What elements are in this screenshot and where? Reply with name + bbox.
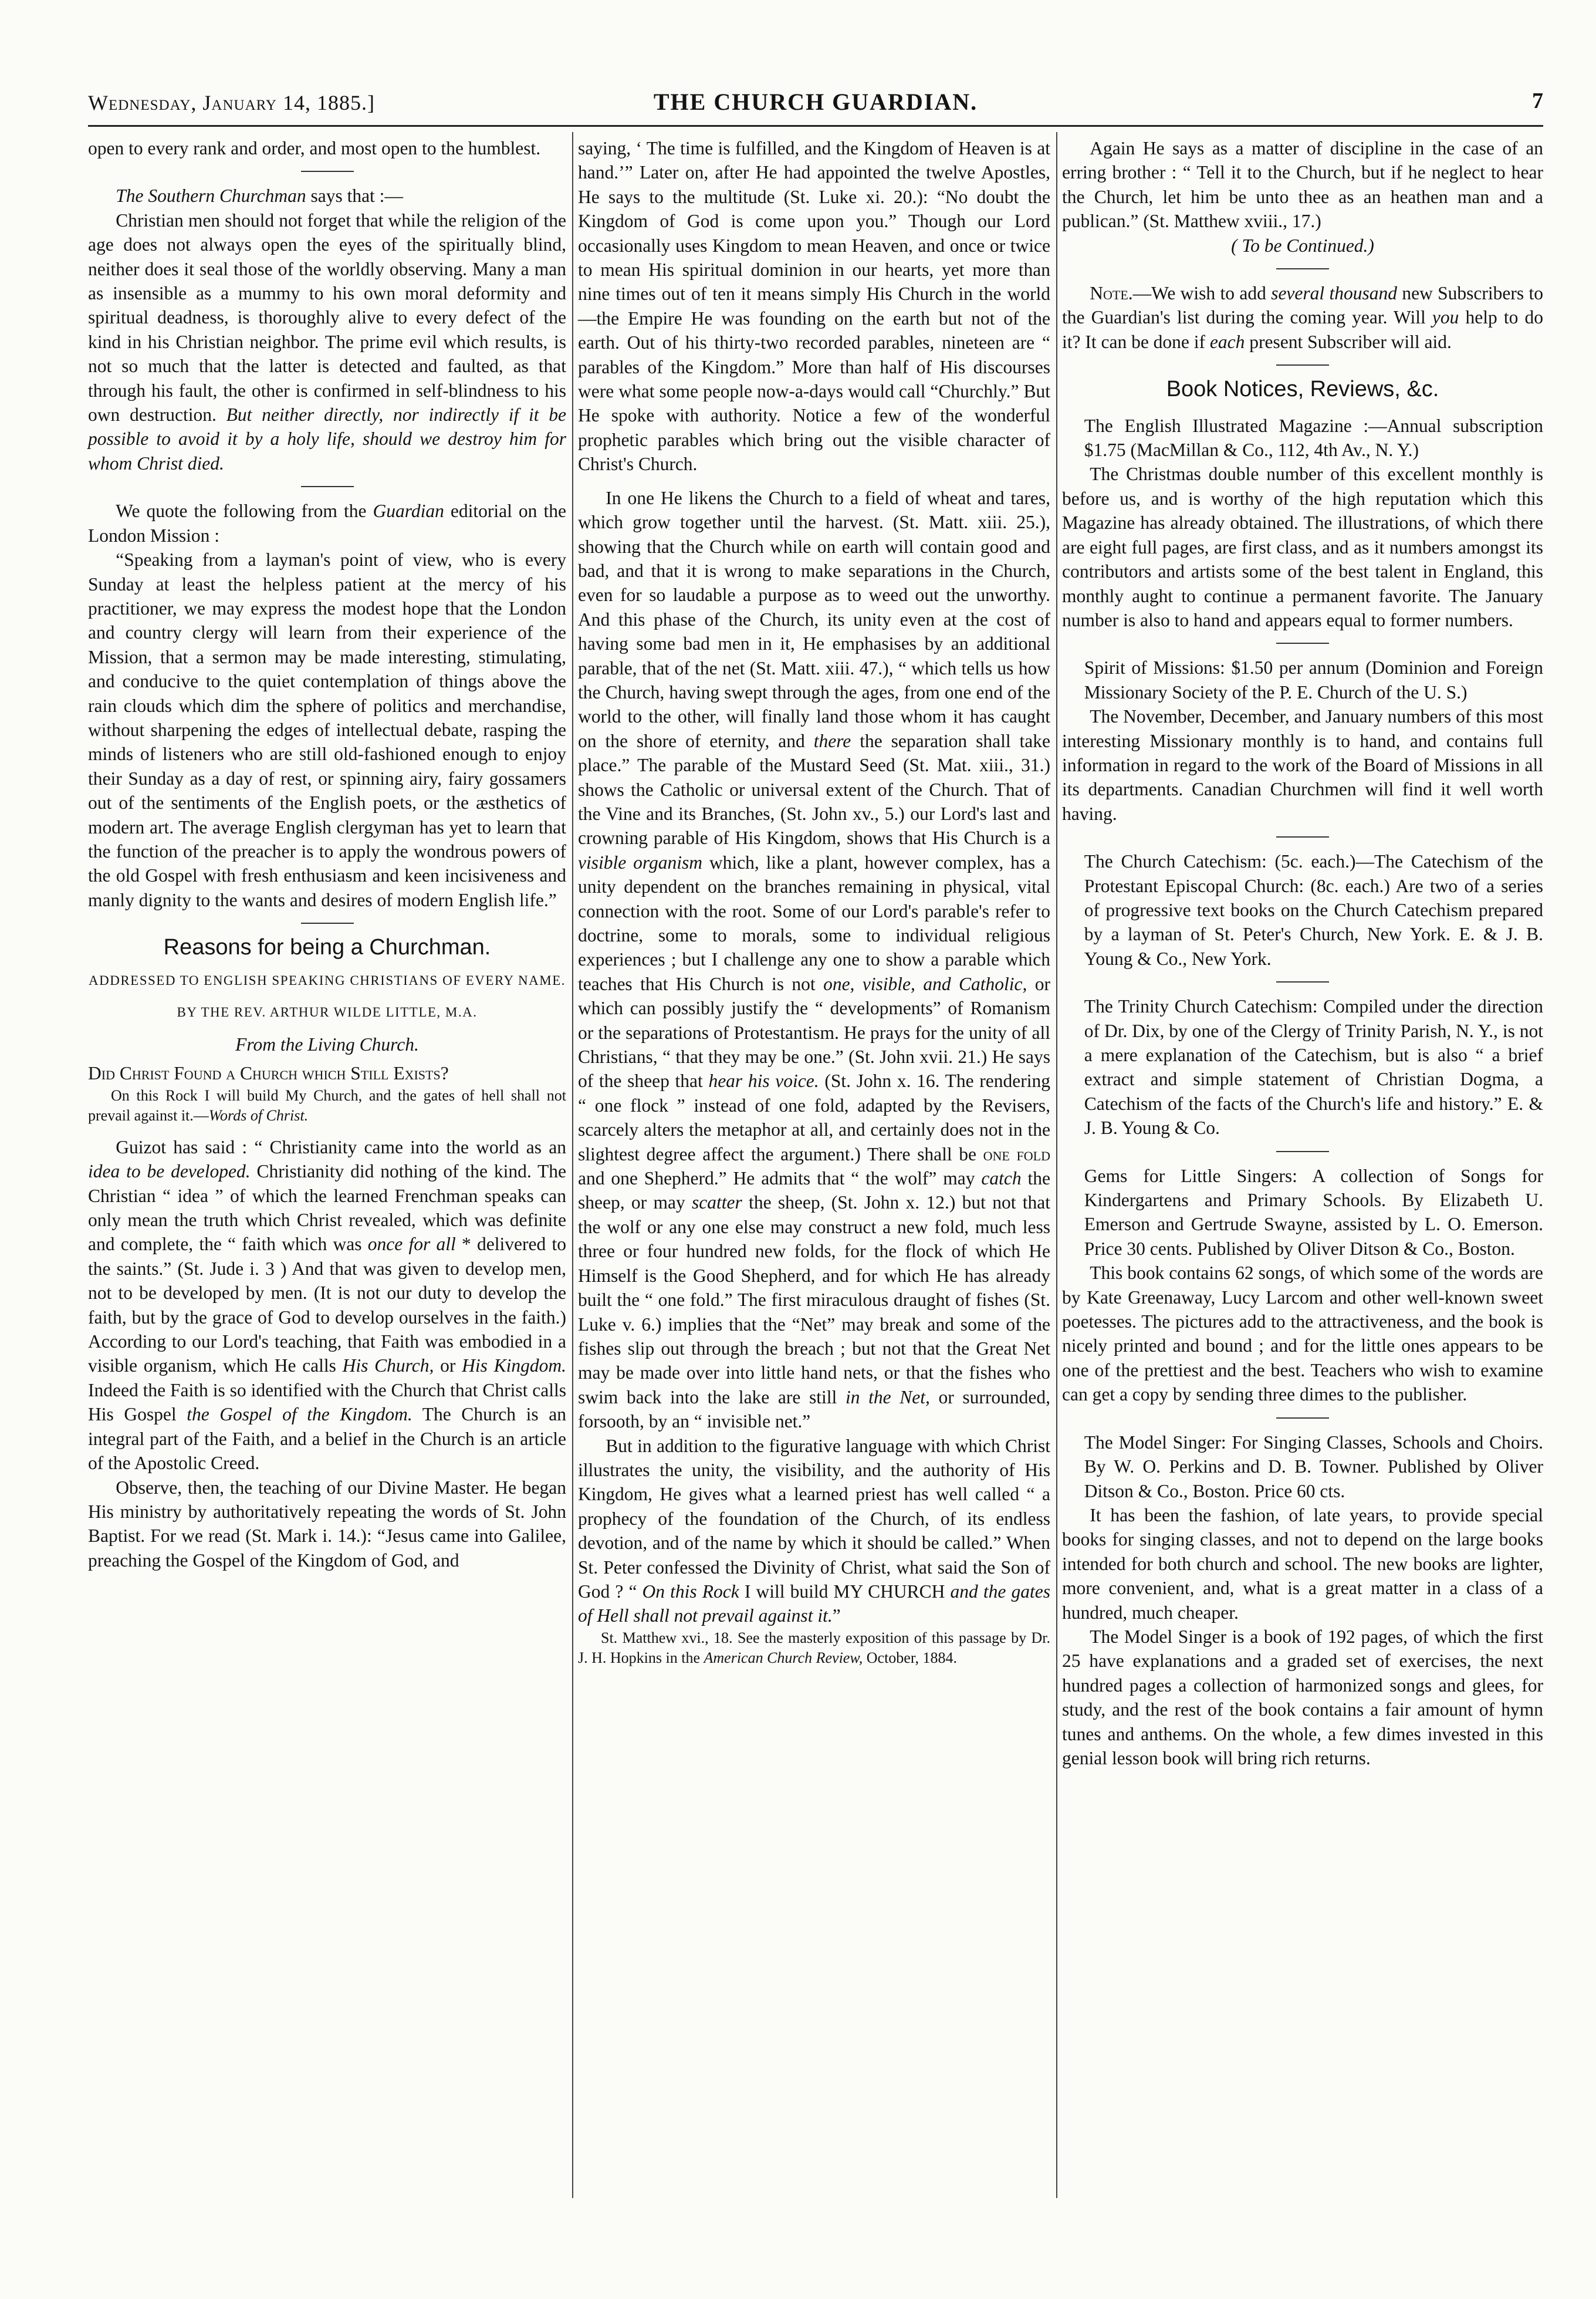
text-span: or surrounded, forsooth, by an “ invisible net.” (578, 1386, 1050, 1432)
notice-body: It has been the fashion, of late years, to provide special books for singing classes, and not to depend on the large books intended for both church and school. The new books are lighter, more convenient, and, what is a great matter in a class of a hundred, much cheaper. (1062, 1504, 1543, 1623)
separator-rule (1276, 836, 1329, 838)
text-span: In one He likens the Church to a field of wheat and tares, which grow together until the harvest. (St. Matt. xiii. 25.), showing that the Church while on earth will contain good and bad, and that it is wrong to make separations in the Church, even for so laudable a purpose as to weed out the unworthy. And this phase of the Church, its unity even at the cost of having some bad men in it, He emphasises by an additional parable, that of the net (St. Matt. xiii. 47.), “ which tells us how the Church, having swept through the ages, from one end of the world to the other, will finally land those whom it has caught on the shore of eternity, and (578, 487, 1050, 751)
text-span: the sheep, or may (578, 1168, 1050, 1213)
italic-text: catch (981, 1168, 1022, 1189)
text-span: the separation shall take place.” The parable of the Mustard Seed (St. Mat. xiii., 31.) shows the Catholic or universal extent of the Church. That of the Vine and its Branches, (St. John xv., 5.) our Lord's last and crowning parable of His Kingdom, shows that His Church is a (578, 730, 1050, 849)
text-span: new Subscribers to the Guardian's list during the coming year. Will (1062, 283, 1543, 328)
italic-text: one, visible, and Catholic, (823, 973, 1027, 994)
text-span: Christianity did nothing of the kind. The Christian “ idea ” of which the learned Frenchman speaks can only mean the truth which Christ revealed, which was definite and complete, the “ faith which was (88, 1161, 566, 1255)
separator-rule (1276, 364, 1329, 366)
separator-rule (301, 171, 354, 172)
subscriber-note (1062, 281, 1543, 354)
text-span: I will build MY CHURCH (739, 1581, 951, 1602)
notice-body: This book contains 62 songs, of which some of the words are by Kate Greenaway, Lucy Larcom and other well-known sweet poetesses. The pictures add to the attractiveness, and the book is nicely printed and bound ; and for the little ones appears to be one of the prettiest and the best. Teachers who wish to examine can get a copy by sending three dimes to the publisher. (1062, 1262, 1543, 1405)
separator-rule (1276, 268, 1329, 269)
byline: BY THE REV. ARTHUR WILDE LITTLE, M.A. (177, 1004, 478, 1019)
issue-date: Wednesday, January 14, 1885.] (88, 91, 375, 114)
section-title: Book Notices, Reviews, &c. (1166, 377, 1439, 402)
text-span: ” (832, 1605, 841, 1626)
paragraph (578, 1434, 1050, 1628)
paragraph (88, 499, 566, 548)
paragraph (88, 208, 566, 475)
small-caps-text: one fold (983, 1143, 1050, 1164)
italic-text: in the Net, (845, 1386, 930, 1407)
text-span: On this Rock I will build My Church, and the gates of hell shall not prevail against it.— (88, 1086, 566, 1124)
text-span: St. Matthew xvi., 18. See the masterly exposition of this passage by Dr. J. H. Hopkins in the (578, 1629, 1050, 1666)
header-rule (88, 125, 1543, 127)
italic-text: On this Rock (642, 1581, 739, 1602)
text-span: or (434, 1355, 462, 1376)
italic-text: scatter (692, 1192, 742, 1213)
notice-body: The Model Singer is a book of 192 pages, of which the first 25 have explanations and a graded set of exercises, the next hundred pages a collection of harmonized songs and glees, for study, and the rest of the book contains a fair amount of hymn tunes and anthems. On the whole, a few dimes invested in this genial lesson book will bring rich returns. (1062, 1626, 1543, 1768)
page-number: 7 (1532, 89, 1543, 113)
paragraph: open to every rank and order, and most open to the humblest. (88, 138, 541, 158)
italic-text: you (1432, 307, 1459, 328)
page-header (88, 88, 1543, 117)
publication-name: The Southern Churchman (116, 185, 306, 207)
notice-body: The November, December, and January numbers of this most interesting Missionary monthly is to hand, and contains full information in regard to the work of the Board of Missions in all its departments. Canadian Churchmen will find it well worth having. (1062, 706, 1543, 824)
italic-text: each (1209, 331, 1245, 352)
italic-text: His Church, (342, 1355, 434, 1376)
paragraph: Again He says as a matter of discipline in the case of an erring brother : “ Tell it to the Church, but if he neglect to hear the Church, let him be unto thee as an heathen man and a publican.” (St. Matthew xviii., 17.) (1062, 138, 1543, 232)
separator-rule (301, 486, 354, 487)
text-span: present Subscriber will aid. (1245, 331, 1452, 352)
italic-text: and the gates of Hell shall not prevail against it. (578, 1581, 1050, 1626)
italic-text: But neither directly, nor indirectly if it be possible to avoid it by a holy life, should we destroy him for whom Christ died. (88, 404, 566, 474)
text-span: and one Shepherd.” He admits that “ the wolf” may (578, 1168, 982, 1189)
footnote (578, 1628, 1050, 1668)
italic-text: hear his voice. (708, 1071, 819, 1092)
column-1 (88, 136, 566, 1572)
masthead: THE CHURCH GUARDIAN. (653, 89, 978, 115)
italic-text: several thousand (1271, 283, 1397, 304)
text-span: which, like a plant, however complex, has a unity dependent on the branches remaining in physical, vital connection with the root. Some of our Lord's parable's refer to doctrine, some to morals, some to individual religious experiences ; but I challenge any one to show a parable which teaches that His Church is not (578, 852, 1050, 994)
section-title: Reasons for being a Churchman. (163, 935, 491, 960)
text-span: * delivered to the saints.” (St. Jude i. 3 ) And that was given to develop men, not to be developed by men. (It is not our duty to develop the faith, but by the grace of God to develop ourselves in the faith.) According to our Lord's teaching, that Faith was embodied in a visible organism, which He calls (88, 1234, 566, 1376)
publication-name: Guardian (373, 501, 444, 522)
text-span: —We wish to add (1132, 283, 1272, 304)
column-divider-2 (1056, 132, 1057, 2198)
text-span: But in addition to the figurative language with which Christ illustrates the unity, the visibility, and the authority of His Kingdom, He gives what a learned priest has well called “ a prophecy of the foundation of the Church, of its endless devotion, and of the name by which it should be called.” When St. Peter confessed the Divinity of Christ, what said the Son of God ? “ (578, 1435, 1050, 1602)
note-label: Note. (1090, 283, 1133, 304)
text-span: Christian men should not forget that while the religion of the age does not always open the eyes of the spiritually blind, neither does it seal those of the worldly observing. Many a man as insensible as a mummy to his own moral deformity and spiritual deadness, is thoroughly alive to every defect of the kind in his Christian neighbor. The prime evil which results, is not so much that the latter is detected and faulted, as that through his fault, the other is confirmed in self-blindness to his own destruction. (88, 210, 566, 426)
text-span: (St. John x. 16. The rendering “ one flock ” instead of one fold, adapted by the Revisers, scarcely alters the metaphor at all, and certainly does not in the slightest degree affect the argument.) There shall be (578, 1071, 1050, 1164)
column-2 (578, 136, 1050, 1668)
column-3 (1062, 136, 1543, 1770)
notice-heading: The English Illustrated Magazine :—Annual subscription $1.75 (MacMillan & Co., 112, 4th Av., N. Y.) (1084, 415, 1543, 461)
text-span: says that :— (306, 185, 403, 207)
separator-rule (301, 923, 354, 924)
italic-text: Words of Christ. (208, 1106, 309, 1124)
notice-heading: The Model Singer: For Singing Classes, Schools and Choirs. By W. O. Perkins and D. B. Towner. Published by Oliver Ditson & Co., Boston. Price 60 cts. (1084, 1432, 1543, 1501)
epigraph (88, 1086, 566, 1126)
text-span: October, 1884. (863, 1649, 957, 1666)
italic-text: American Church Review, (704, 1649, 863, 1666)
question-heading: Did Christ Found a Church which Still Exists? (88, 1063, 449, 1084)
notice-heading: Gems for Little Singers: A collection of Songs for Kindergartens and Primary Schools. By Elizabeth U. Emerson and Gertrude Swayne, assisted by L. O. Emerson. Price 30 cents. Published by Oliver Ditson & Co., Boston. (1084, 1165, 1543, 1259)
separator-rule (1276, 643, 1329, 644)
paragraph (88, 184, 566, 208)
notice-body: The Christmas double number of this excellent monthly is before us, and is worthy of the high reputation which this Magazine has already obtained. The illustrations, of which there are eight full pages, are first class, and as it numbers amongst its contributors and artists some of the best talent in England, this monthly aught to continue a permanent favorite. The January number is also to hand and appears equal to former numbers. (1062, 464, 1543, 630)
separator-rule (1276, 1417, 1329, 1419)
text-span: The Church is an integral part of the Faith, and a belief in the Church is an article of the Apostolic Creed. (88, 1404, 566, 1474)
text-span: the sheep, (St. John x. 12.) but not that the wolf or any one else may construct a new fold, much less three or four hundred new folds, for the flock of which He Himself is the Good Shepherd, and for which He has already built the “ one fold.” The first miraculous draught of fishes (St. Luke v. 6.) implies that the “Net” may break and some of the fishes slip out through the breach ; but not that the Great Net may be made over into little hand nets, or that the fishes who swim back into the lake are still (578, 1192, 1051, 1407)
continued-note (1062, 234, 1543, 258)
italic-text: ( To be Continued.) (1231, 235, 1374, 256)
notice-heading: The Church Catechism: (5c. each.)—The Catechism of the Protestant Episcopal Church: (8c. each.) Are two of a series of progressive text books on the Church Catechism prepared by a layman of St. Peter's Church, New York. E. & J. B. Young & Co., New York. (1084, 851, 1543, 969)
text-span: We quote the following from the (116, 501, 373, 522)
separator-rule (1276, 1151, 1329, 1152)
text-span: help to do it? It can be done if (1062, 307, 1543, 352)
paragraph (578, 486, 1050, 1434)
italic-text: visible organism (578, 852, 702, 873)
italic-text: there (813, 730, 851, 751)
italic-text: once for all (367, 1234, 456, 1255)
paragraph (88, 1135, 566, 1476)
text-span: editorial on the London Mission : (88, 501, 566, 546)
paragraph: Observe, then, the teaching of our Divine Master. He began His ministry by authoritatively repeating the words of St. John Baptist. For we read (St. Mark i. 14.): “Jesus came into Galilee, preaching the Gospel of the Kingdom of God, and (88, 1477, 566, 1571)
source-line: From the Living Church. (235, 1034, 419, 1055)
notice-heading: Spirit of Missions: $1.50 per annum (Dominion and Foreign Missionary Society of the P. E. Church of the U. S.) (1084, 657, 1543, 703)
text-span: or which can possibly justify the “ developments” of Romanism or the separations of Protestantism. He prays for the unity of all Christians, “ that they may be one.” (St. John xvii. 21.) He says of the sheep that (578, 973, 1050, 1092)
column-divider-1 (572, 132, 573, 2198)
section-subtitle: ADDRESSED TO ENGLISH SPEAKING CHRISTIANS OF EVERY NAME. (88, 973, 566, 988)
italic-text: His Kingdom. (462, 1355, 567, 1376)
separator-rule (1276, 981, 1329, 983)
paragraph: saying, ‘ The time is fulfilled, and the Kingdom of Heaven is at hand.’” Later on, after He had appointed the twelve Apostles, He says to the multitude (St. Luke xi. 20.): “No doubt the Kingdom of God is come upon you.” Though our Lord occasionally uses Kingdom to mean Heaven, and once or twice to mean His spiritual dominion in our hearts, yet more than nine times out of ten it means simply His Church in the world —the Empire He was founding on the earth but not of the earth. Out of his thirty-two recorded parables, nineteen are “ parables of the Kingdom.” More than half of His discourses were what some people now-a-days would call “Churchly.” But He spoke with authority. Notice a few of the wonderful prophetic parables which bring out the visible character of Christ's Church. (578, 138, 1050, 475)
text-span: Indeed the Faith is so identified with the Church that Christ calls His Gospel (88, 1379, 566, 1425)
italic-text: idea to be developed. (88, 1161, 251, 1182)
quoted-paragraph: “Speaking from a layman's point of view, who is every Sunday at least the helpless patient at the mercy of his practitioner, we may express the modest hope that the London and country clergy will learn from their experience of the Mission, that a sermon may be made interesting, stimulating, and conducive to the quiet contemplation of things above the rain clouds which dim the sphere of politics and merchandise, without sharpening the edges of intellectual debate, rasping the minds of listeners who are still old-fashioned enough to enjoy their Sunday as a day of rest, or spinning airy, fairy gossamers out of the sentiments of the English poets, or the æsthetics of modern art. The average English clergyman has yet to learn that the function of the preacher is to apply the wondrous powers of the old Gospel with fresh enthusiasm and keen incisiveness and manly dignity to the wants and desires of modern English life.” (88, 549, 566, 910)
notice-heading: The Trinity Church Catechism: Compiled under the direction of Dr. Dix, by one of the Clergy of Trinity Parish, N. Y., is not a mere explanation of the Catechism, but is also “ a brief extract and simple statement of Christian Dogma, a Catechism of the facts of the Church's life and history.” E. & J. B. Young & Co. (1084, 996, 1543, 1139)
text-span: Guizot has said : “ Christianity came into the world as an (116, 1136, 566, 1157)
italic-text: the Gospel of the Kingdom. (187, 1404, 412, 1425)
